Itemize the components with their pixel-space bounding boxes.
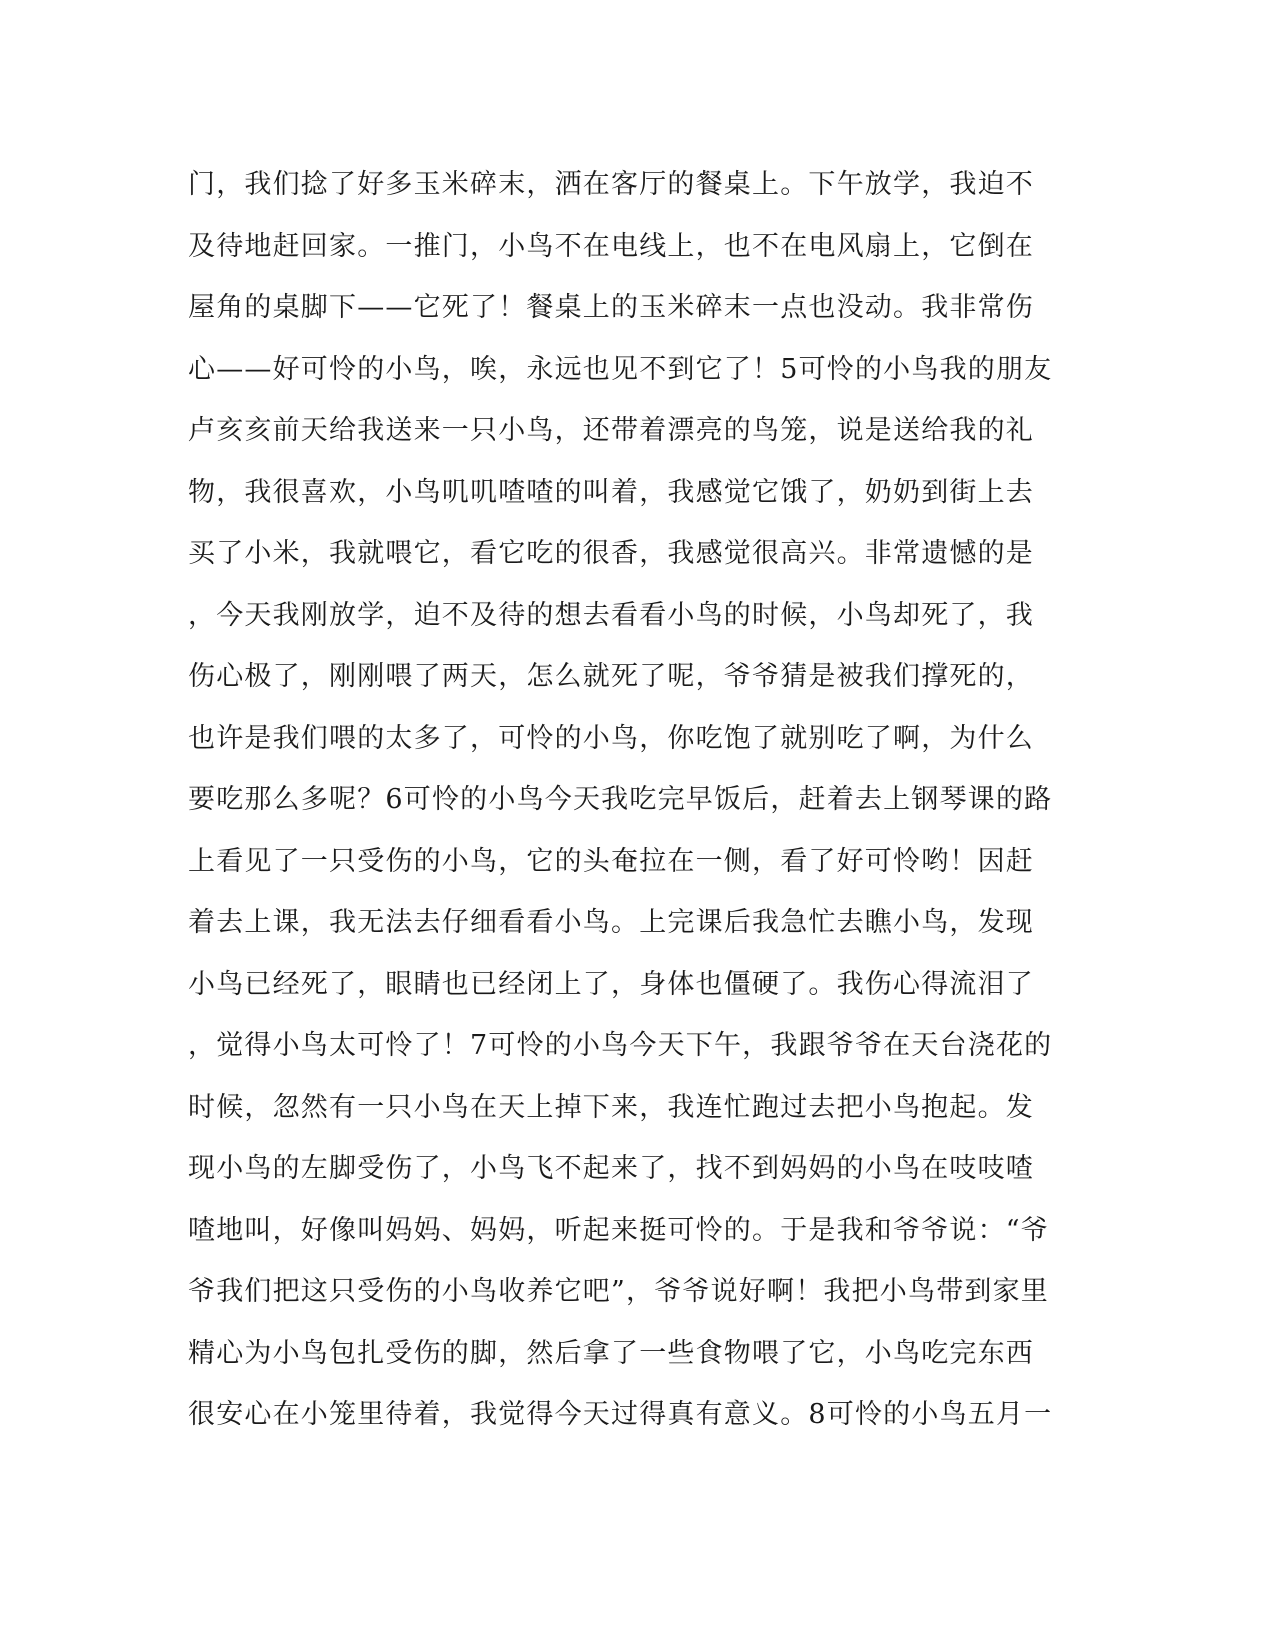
text-line: 上看见了一只受伤的小鸟，它的头奄拉在一侧，看了好可怜哟！因赶 (188, 845, 1034, 877)
text-line: 时候，忽然有一只小鸟在天上掉下来，我连忙跑过去把小鸟抱起。发 (188, 1091, 1034, 1123)
text-line: 物，我很喜欢，小鸟叽叽喳喳的叫着，我感觉它饿了，奶奶到街上去 (188, 476, 1034, 508)
body-text (188, 165, 1088, 1457)
text-line: 及待地赶回家。一推门，小鸟不在电线上，也不在电风扇上，它倒在 (188, 230, 1034, 262)
text-line: ，觉得小鸟太可怜了！7可怜的小鸟今天下午，我跟爷爷在天台浇花的 (188, 1030, 1053, 1061)
text-line: 门，我们捻了好多玉米碎末，洒在客厅的餐桌上。下午放学，我迫不 (188, 169, 1034, 200)
text-line: 伤心极了，刚刚喂了两天，怎么就死了呢，爷爷猜是被我们撑死的， (188, 661, 1034, 692)
text-line: 现小鸟的左脚受伤了，小鸟飞不起来了，找不到妈妈的小鸟在吱吱喳 (188, 1153, 1034, 1184)
text-line: 精心为小鸟包扎受伤的脚，然后拿了一些食物喂了它，小鸟吃完东西 (188, 1337, 1034, 1369)
text-line: 喳地叫，好像叫妈妈、妈妈，听起来挺可怜的。于是我和爷爷说：“爷 (188, 1214, 1050, 1246)
text-line: 很安心在小笼里待着，我觉得今天过得真有意义。8可怜的小鸟五月一 (188, 1399, 1053, 1430)
text-line: 也许是我们喂的太多了，可怜的小鸟，你吃饱了就别吃了啊，为什么 (188, 722, 1034, 754)
text-line: 心——好可怜的小鸟，唉，永远也见不到它了！5可怜的小鸟我的朋友 (188, 353, 1053, 385)
text-line: 屋角的桌脚下——它死了！餐桌上的玉米碎末一点也没动。我非常伤 (188, 292, 1034, 323)
text-line: 卢亥亥前天给我送来一只小鸟，还带着漂亮的鸟笼，说是送给我的礼 (188, 415, 1034, 446)
text-line: ，今天我刚放学，迫不及待的想去看看小鸟的时候，小鸟却死了，我 (188, 599, 1034, 631)
text-line: 要吃那么多呢？6可怜的小鸟今天我吃完早饭后，赶着去上钢琴课的路 (188, 784, 1053, 815)
text-line: 着去上课，我无法去仔细看看小鸟。上完课后我急忙去瞧小鸟，发现 (188, 907, 1034, 938)
text-line: 小鸟已经死了，眼睛也已经闭上了，身体也僵硬了。我伤心得流泪了 (188, 968, 1034, 1000)
text-line: 爷我们把这只受伤的小鸟收养它吧”，爷爷说好啊！我把小鸟带到家里 (188, 1276, 1050, 1307)
text-line: 买了小米，我就喂它，看它吃的很香，我感觉很高兴。非常遗憾的是 (188, 538, 1034, 569)
